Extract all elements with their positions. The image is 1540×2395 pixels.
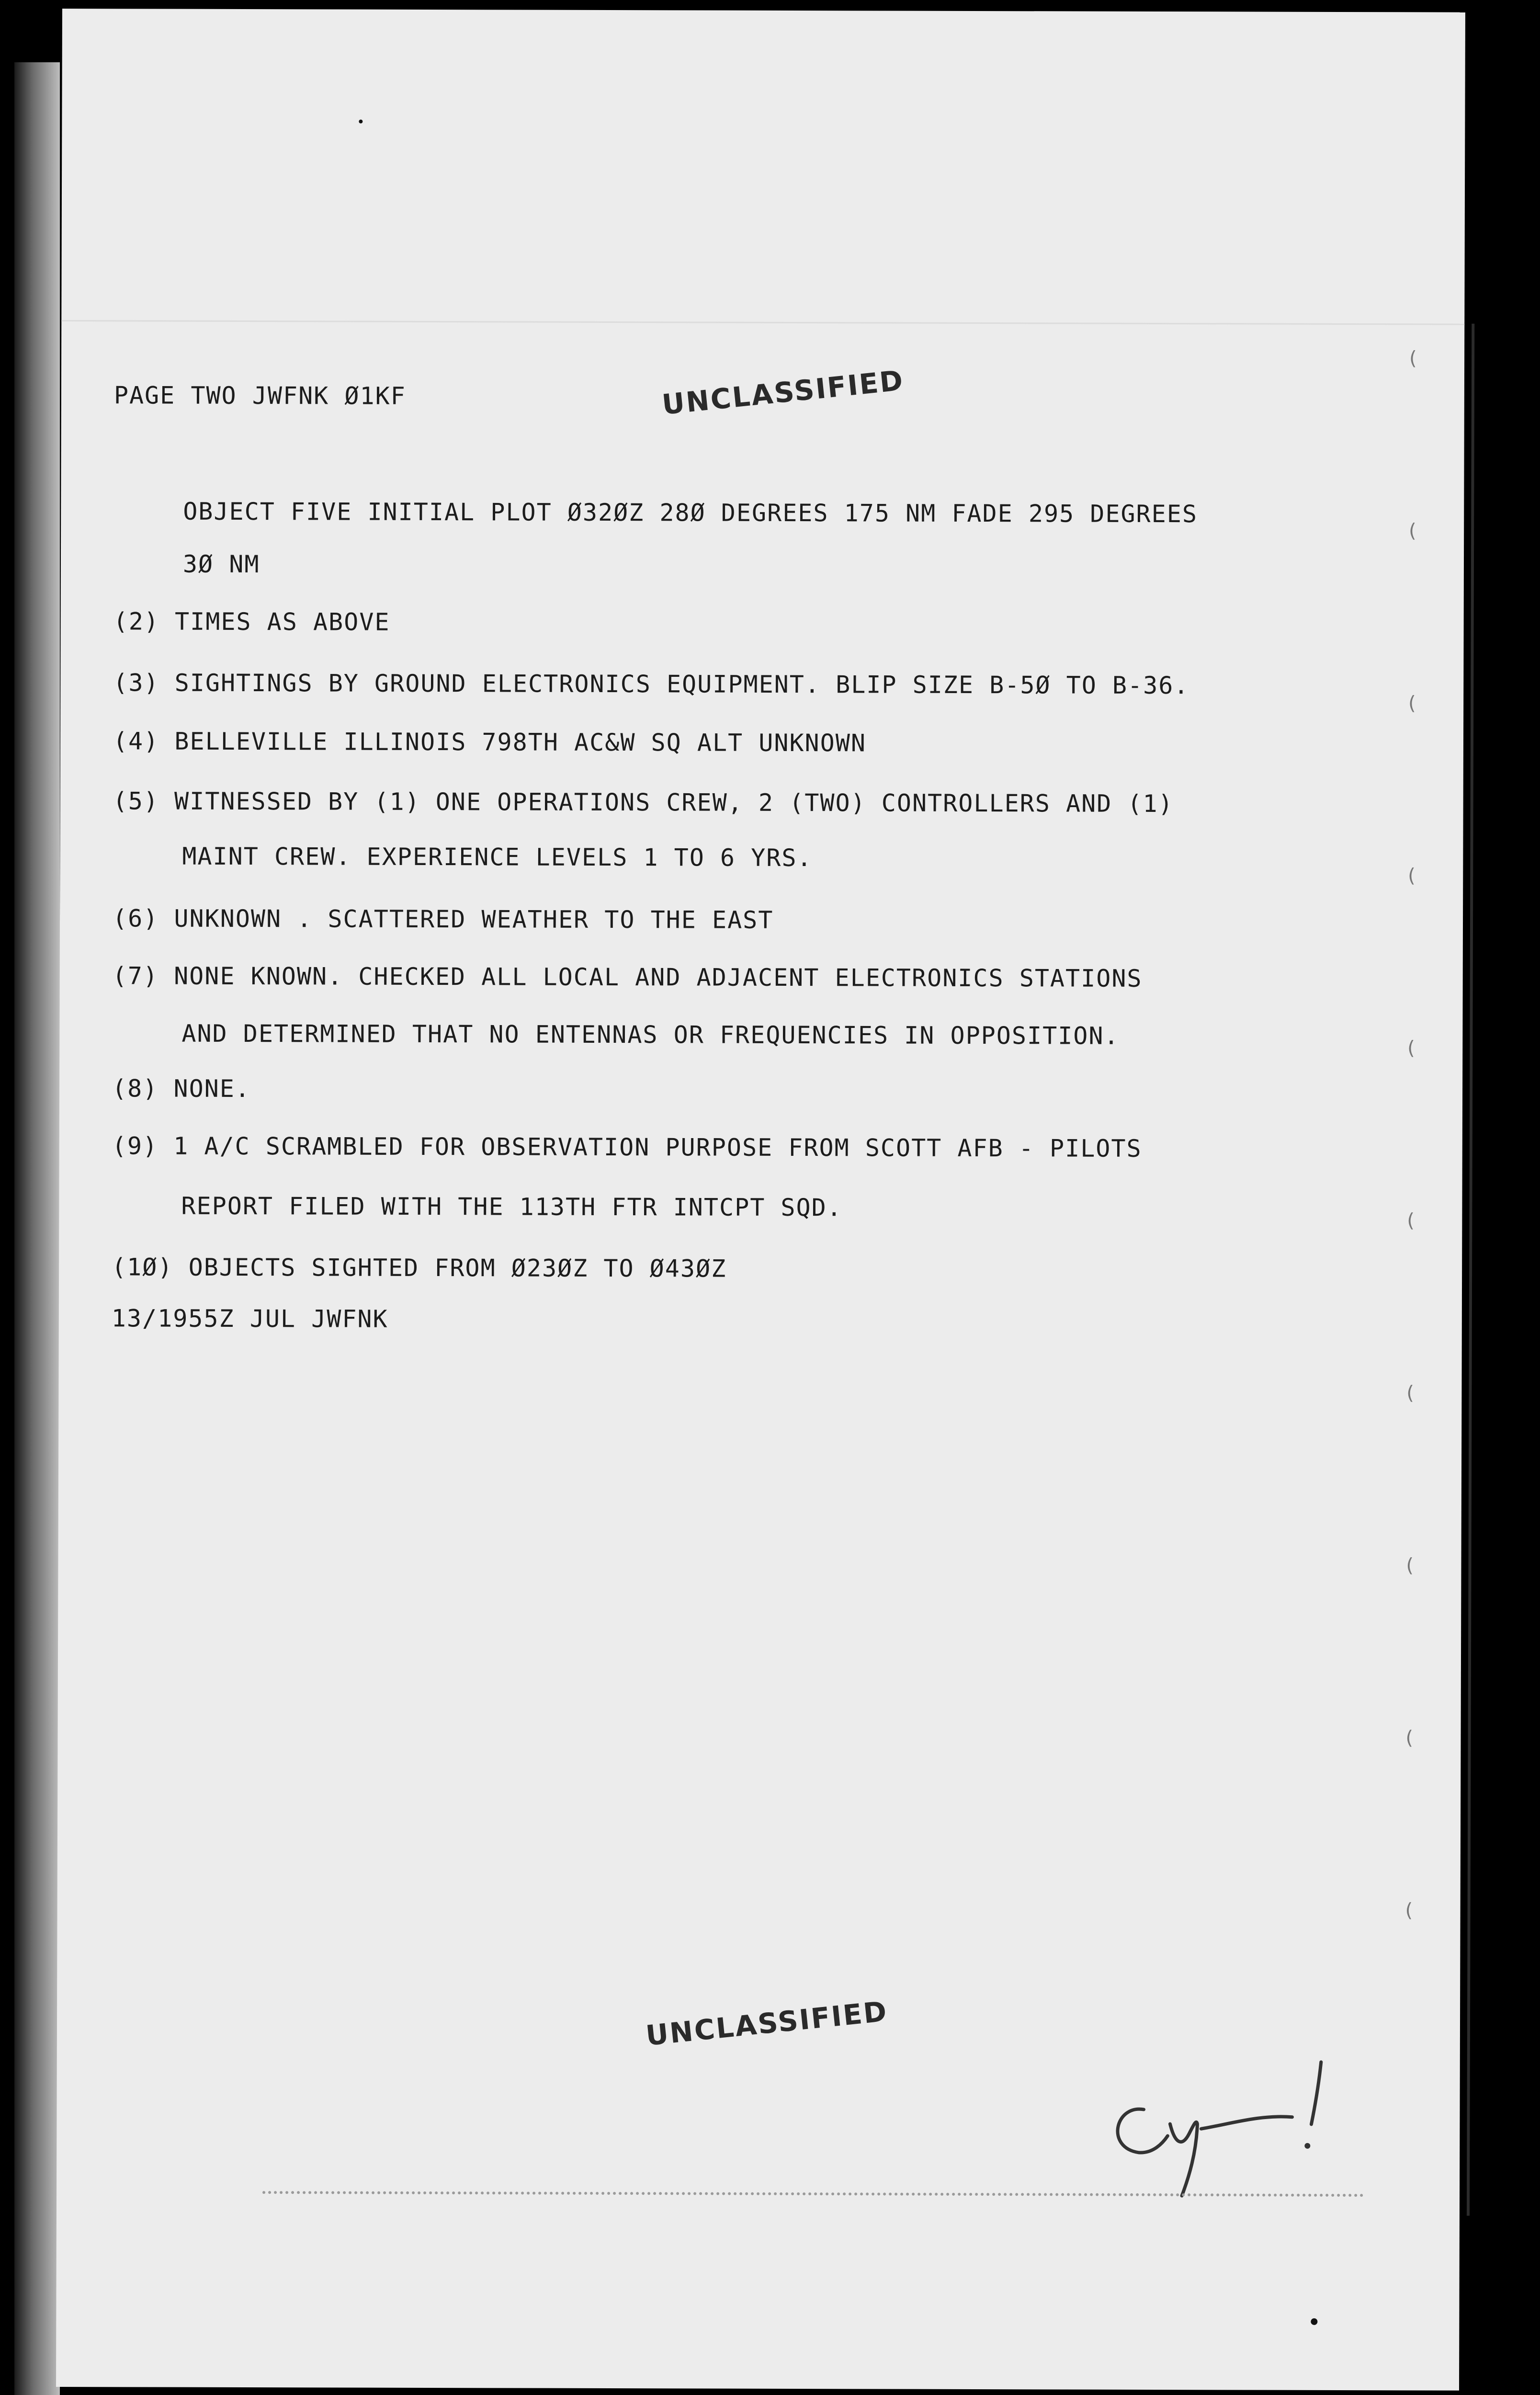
- margin-rule: [1467, 324, 1474, 2216]
- message-line: (7) NONE KNOWN. CHECKED ALL LOCAL AND ADJACENT ELECTRONICS STATIONS: [112, 962, 1143, 992]
- classification-stamp-bottom: UNCLASSIFIED: [644, 1995, 890, 2053]
- page-header: PAGE TWO JWFNK Ø1KF: [113, 381, 406, 410]
- message-line: (6) UNKNOWN . SCATTERED WEATHER TO THE EAST: [112, 904, 774, 934]
- tractor-hole: (: [1403, 1899, 1415, 1922]
- message-line: OBJECT FIVE INITIAL PLOT Ø32ØZ 28Ø DEGREES 175 NM FADE 295 DEGREES: [183, 497, 1198, 528]
- message-line: (4) BELLEVILLE ILLINOIS 798TH AC&W SQ ALT UNKNOWN: [113, 727, 867, 757]
- message-line: (3) SIGHTINGS BY GROUND ELECTRONICS EQUIPMENT. BLIP SIZE B-5Ø TO B-36.: [113, 669, 1189, 700]
- message-line: (5) WITNESSED BY (1) ONE OPERATIONS CREW, 2 (TWO) CONTROLLERS AND (1): [113, 787, 1174, 818]
- tractor-hole: (: [1406, 520, 1418, 542]
- message-line: (8) NONE.: [112, 1074, 251, 1103]
- classification-stamp-top: UNCLASSIFIED: [660, 364, 906, 422]
- tractor-hole: (: [1404, 1554, 1415, 1577]
- handwritten-initials: [1086, 2052, 1422, 2216]
- tractor-hole: (: [1405, 1037, 1417, 1060]
- message-line: 3Ø NM: [182, 550, 260, 579]
- fold-line: [61, 320, 1464, 325]
- tractor-hole: (: [1403, 1727, 1415, 1749]
- tractor-hole: (: [1405, 865, 1417, 887]
- ink-speck: [359, 120, 362, 124]
- message-line: (9) 1 A/C SCRAMBLED FOR OBSERVATION PURPOSE FROM SCOTT AFB - PILOTS: [112, 1132, 1142, 1163]
- message-line: REPORT FILED WITH THE 113TH FTR INTCPT SQD.: [181, 1192, 842, 1222]
- message-line: MAINT CREW. EXPERIENCE LEVELS 1 TO 6 YRS.: [182, 842, 813, 872]
- page-edge-shadow: [14, 62, 60, 2395]
- tractor-hole: (: [1406, 692, 1418, 715]
- ink-speck: [1311, 2318, 1317, 2325]
- message-line: AND DETERMINED THAT NO ENTENNAS OR FREQUENCIES IN OPPOSITION.: [181, 1019, 1120, 1050]
- teletype-page: [56, 9, 1465, 2391]
- tractor-hole: (: [1407, 347, 1419, 370]
- message-line: 13/1955Z JUL JWFNK: [111, 1304, 388, 1333]
- tractor-hole: (: [1404, 1209, 1416, 1232]
- message-line: (1Ø) OBJECTS SIGHTED FROM Ø23ØZ TO Ø43ØZ: [112, 1253, 727, 1283]
- message-line: (2) TIMES AS ABOVE: [113, 607, 390, 636]
- tractor-hole: (: [1404, 1382, 1416, 1404]
